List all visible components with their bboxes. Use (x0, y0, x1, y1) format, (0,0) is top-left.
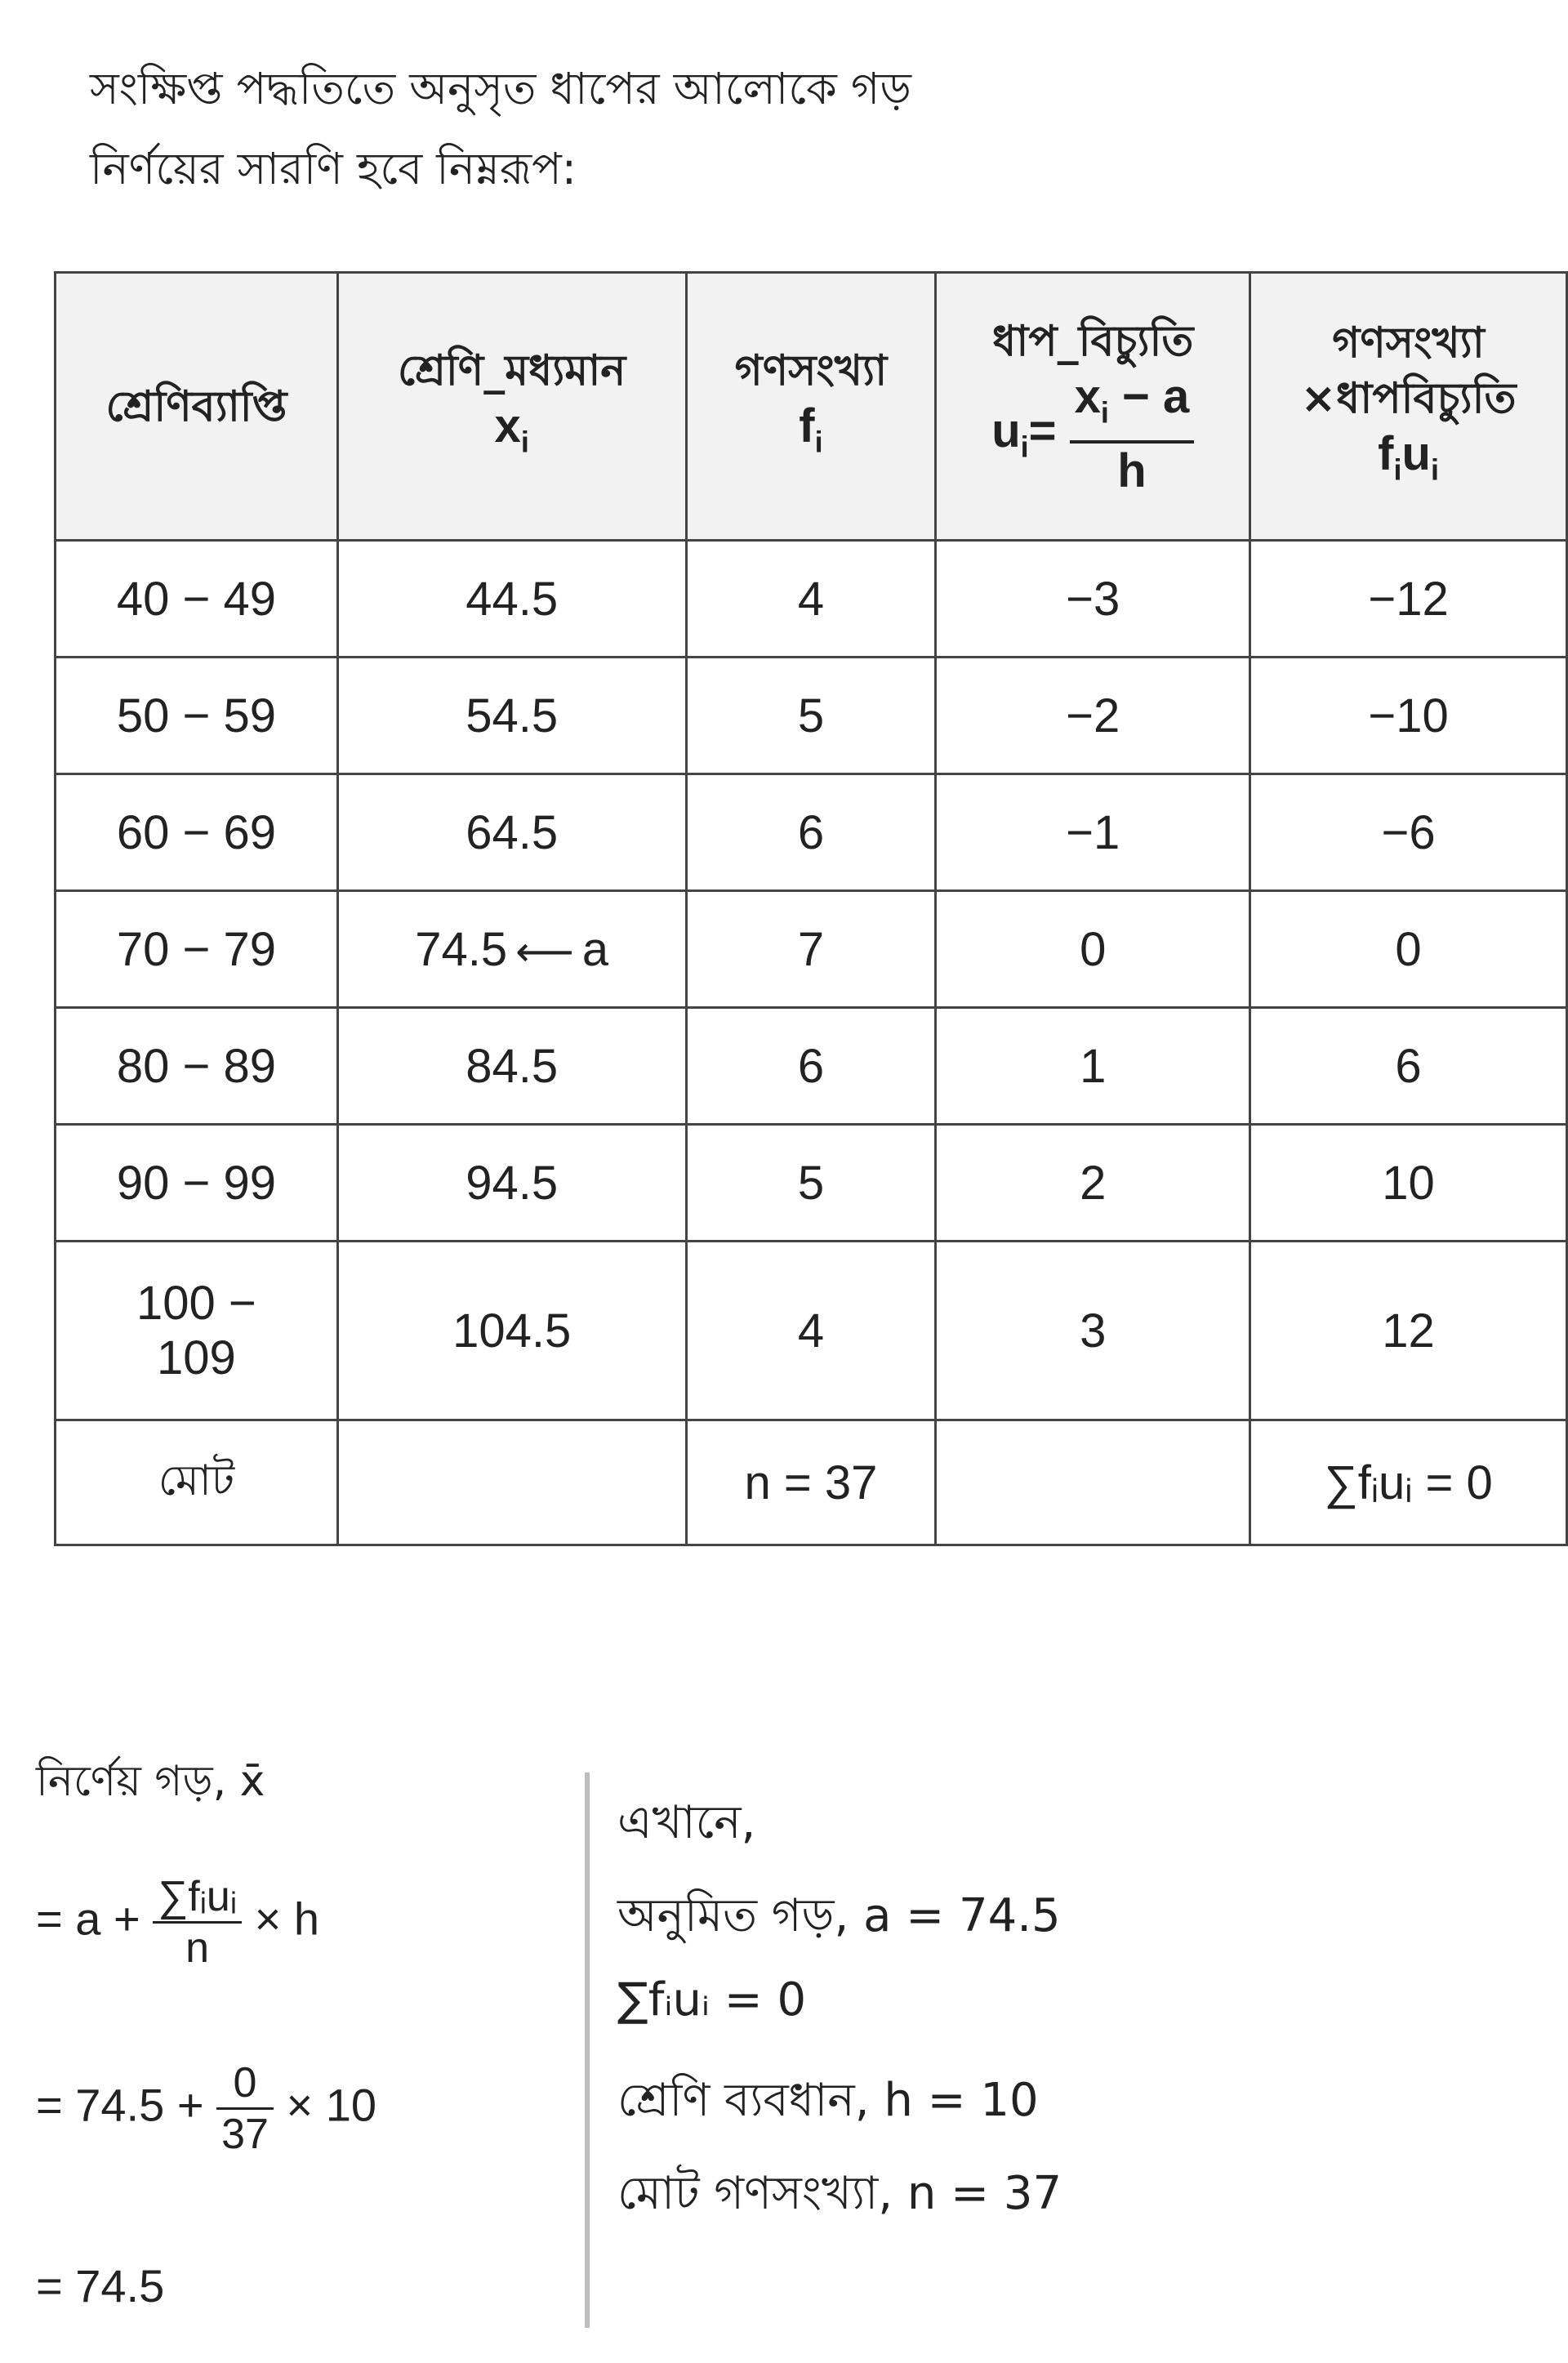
cell-frequency: 6 (686, 774, 936, 891)
cell-total-n: n = 37 (686, 1420, 936, 1545)
cell-deviation: −2 (936, 658, 1250, 774)
note-assumed-mean: অনুমিত গড়, a = 74.5 (617, 1889, 1061, 1942)
intro-text (90, 49, 1396, 209)
cell-empty (936, 1420, 1250, 1545)
cell-deviation: −1 (936, 774, 1250, 891)
note-here: এখানে, (617, 1796, 756, 1849)
cell-midpoint: 54.5 (337, 658, 686, 774)
cell-range: 40 − 49 (56, 541, 338, 658)
cell-deviation: 0 (936, 891, 1250, 1008)
cell-total-label: মোট (56, 1420, 338, 1545)
intro-line-2: নির্ণয়ের সারণি হবে নিম্নরূপ: (90, 143, 577, 194)
cell-product: −6 (1250, 774, 1567, 891)
header-midpoint: শ্রেণি_মধ্যমান $x_i$ (337, 273, 686, 541)
header-freq-times-deviation: গণসংখ্যা ×ধাপবিচ্যুতি $f_iu_i$ (1250, 273, 1567, 541)
cell-frequency: 4 (686, 1242, 936, 1420)
cell-frequency: 5 (686, 658, 936, 774)
note-sum: ∑fᵢuᵢ = 0 (617, 1973, 807, 2026)
cell-range: 80 − 89 (56, 1008, 338, 1125)
left-arrow-icon: ⟵ (515, 928, 574, 974)
calc-step-2: = 74.5 + $\frac{0}{37}$ × 10 (36, 2059, 377, 2158)
cell-midpoint: 104.5 (337, 1242, 686, 1420)
cell-midpoint: 84.5 (337, 1008, 686, 1125)
calc-result: = 74.5 (36, 2260, 165, 2312)
cell-deviation: 1 (936, 1008, 1250, 1125)
cell-product: 0 (1250, 891, 1567, 1008)
table-row (56, 1125, 1567, 1242)
cell-range: 50 − 59 (56, 658, 338, 774)
cell-frequency: 6 (686, 1008, 936, 1125)
vertical-divider (585, 1772, 590, 2328)
table-row (56, 658, 1567, 774)
cell-product: 12 (1250, 1242, 1567, 1420)
note-interval: শ্রেণি ব্যবধান, h = 10 (617, 2074, 1039, 2127)
note-total: মোট গণসংখ্যা, n = 37 (617, 2167, 1062, 2220)
cell-product: −12 (1250, 541, 1567, 658)
table-row (56, 891, 1567, 1008)
cell-empty (337, 1420, 686, 1545)
table-row (56, 541, 1567, 658)
cell-deviation: 2 (936, 1125, 1250, 1242)
header-class-range: শ্রেণিব্যাপ্তি (56, 273, 338, 541)
cell-midpoint: 44.5 (337, 541, 686, 658)
cell-deviation: −3 (936, 541, 1250, 658)
table-total-row (56, 1420, 1567, 1545)
table-row (56, 1242, 1567, 1420)
frequency-table (54, 271, 1568, 1546)
cell-total-sum: ∑fᵢuᵢ = 0 (1250, 1420, 1567, 1545)
cell-range: 90 − 99 (56, 1125, 338, 1242)
header-frequency: গণসংখ্যা $f_i$ (686, 273, 936, 541)
calc-step-1: = a + $\frac{\text{∑fᵢuᵢ}}{n}$ × h (36, 1873, 319, 1972)
cell-product: −10 (1250, 658, 1567, 774)
cell-product: 10 (1250, 1125, 1567, 1242)
table-header-row (56, 273, 1567, 541)
calc-heading: নির্ণেয় গড়, x̄ (36, 1757, 265, 1806)
assumed-mean-marker: a (581, 922, 609, 976)
table-row (56, 1008, 1567, 1125)
cell-frequency: 7 (686, 891, 936, 1008)
fraction-zero-over-37: $\frac{0}{37}$ (216, 2058, 274, 2159)
intro-line-1: সংক্ষিপ্ত পদ্ধতিতে অনুসৃত ধাপের আলোকে গড় (90, 63, 911, 114)
cell-midpoint: 74.5 ⟵ a (337, 891, 686, 1008)
cell-range: 100 − 109 (56, 1242, 338, 1420)
header-step-deviation: ধাপ_বিচ্যুতি $u_i=$ $\frac{x_i - a}{h}$ (936, 273, 1250, 541)
step-deviation-fraction: $\frac{x_i - a}{h}$ (1070, 369, 1195, 500)
cell-frequency: 4 (686, 541, 936, 658)
cell-midpoint: 64.5 (337, 774, 686, 891)
fraction-sum-over-n: $\frac{\text{∑fᵢuᵢ}}{n}$ (153, 1872, 242, 1973)
cell-range: 70 − 79 (56, 891, 338, 1008)
cell-range: 60 − 69 (56, 774, 338, 891)
cell-midpoint: 94.5 (337, 1125, 686, 1242)
cell-deviation: 3 (936, 1242, 1250, 1420)
cell-product: 6 (1250, 1008, 1567, 1125)
table-row (56, 774, 1567, 891)
cell-frequency: 5 (686, 1125, 936, 1242)
